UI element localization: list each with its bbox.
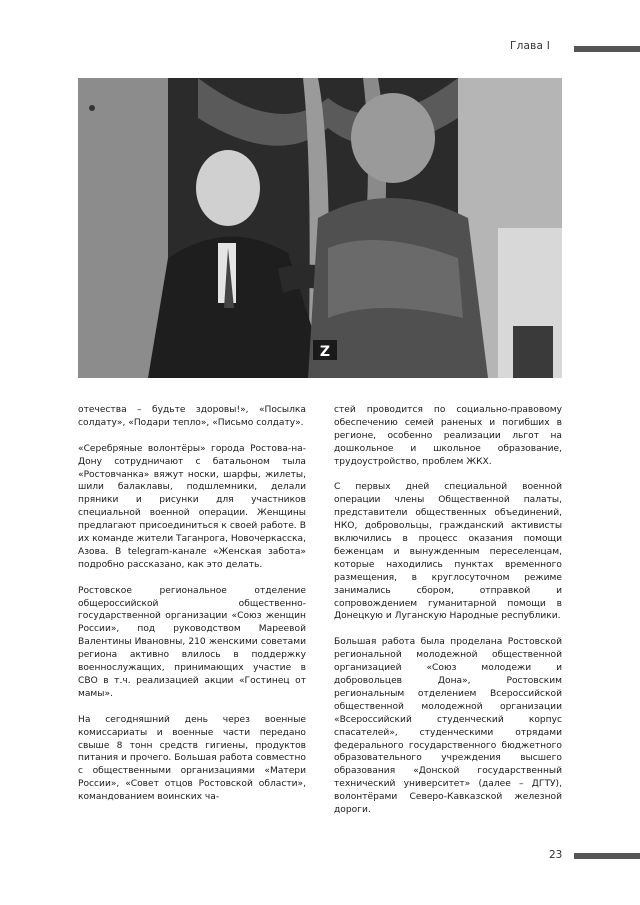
- right-text-column: [334, 404, 562, 830]
- paragraph: отечества – будьте здоровы!», «Посылка солдату», «Подари тепло», «Письмо солдату».: [78, 405, 306, 428]
- z-chevron-patch: Z: [319, 344, 331, 360]
- paragraph: На сегодняшний день через военные комиссариаты и военные части передано свыше 8 тонн средств гигиены, продуктов питания и прочего. Большая работа совместно с общественными организациями «Матери России», «Совет отцов Ростовской области», командованием воинских ча-: [78, 714, 306, 803]
- footer-decor-bar: [574, 853, 640, 859]
- paragraph: Большая работа была проделана Ростовской региональной молодежной общественной организацией «Союз молодежи и добровольцев Дона», Ростовским региональным отделением Всероссийской общественной молодежной организации «Всероссийский студенческий корпус спасателей», студенческими отрядами федерального государственного бюджетного образовательного учреждения высшего образования «Донской государственный технический университет» (далее – ДГТУ), волонтёрами Северо-Кавказской железной дороги.: [334, 637, 562, 816]
- paragraph: «Серебряные волонтёры» города Ростова-на-Дону сотрудничают с батальоном тыла «Ростовчанка» вяжут носки, шарфы, жилеты, шили балаклавы, подшлемники, делали пряники и рисунки для участников специальной военной операции. Женщины предлагают присоединиться к своей работе. В их команде жители Таганрога, Новочеркасска, Азова. В telegram-канале «Женская забота» подробно рассказано, как это делать.: [78, 443, 306, 570]
- header-decor-bar: [574, 46, 640, 52]
- left-text-column: [78, 404, 306, 817]
- paragraph: стей проводится по социально-правовому обеспечению семей раненых и погибших в регионе, особенно реализации льгот на дошкольное и школьное образование, трудоустройство, проблем ЖКХ.: [334, 405, 562, 467]
- chapter-title: Глава I: [510, 40, 551, 52]
- paragraph: Ростовское региональное отделение общероссийской общественно-государственной организации «Союз женщин России», под руководством Мареевой Валентины Ивановны, 210 женскими советами региона активно влилось в поддержку военнослужащих, принимающих участие в СВО в т.ч. реализацией акции «Гостинец от мамы».: [78, 585, 306, 699]
- award-ceremony-photo: [78, 78, 562, 378]
- page-number: 23: [549, 849, 563, 861]
- paragraph: С первых дней специальной военной операции члены Общественной палаты, представители общественных объединений, НКО, добровольцы, гражданский активисты включились в процесс оказания помощи беженцам и вынужденным переселенцам, которые находились пунктах временного размещения, в круглосуточном режиме занимались сбором, отправкой и сопровождением гуманитарной помощи в Донецкую и Луганскую Народные республики.: [334, 482, 562, 622]
